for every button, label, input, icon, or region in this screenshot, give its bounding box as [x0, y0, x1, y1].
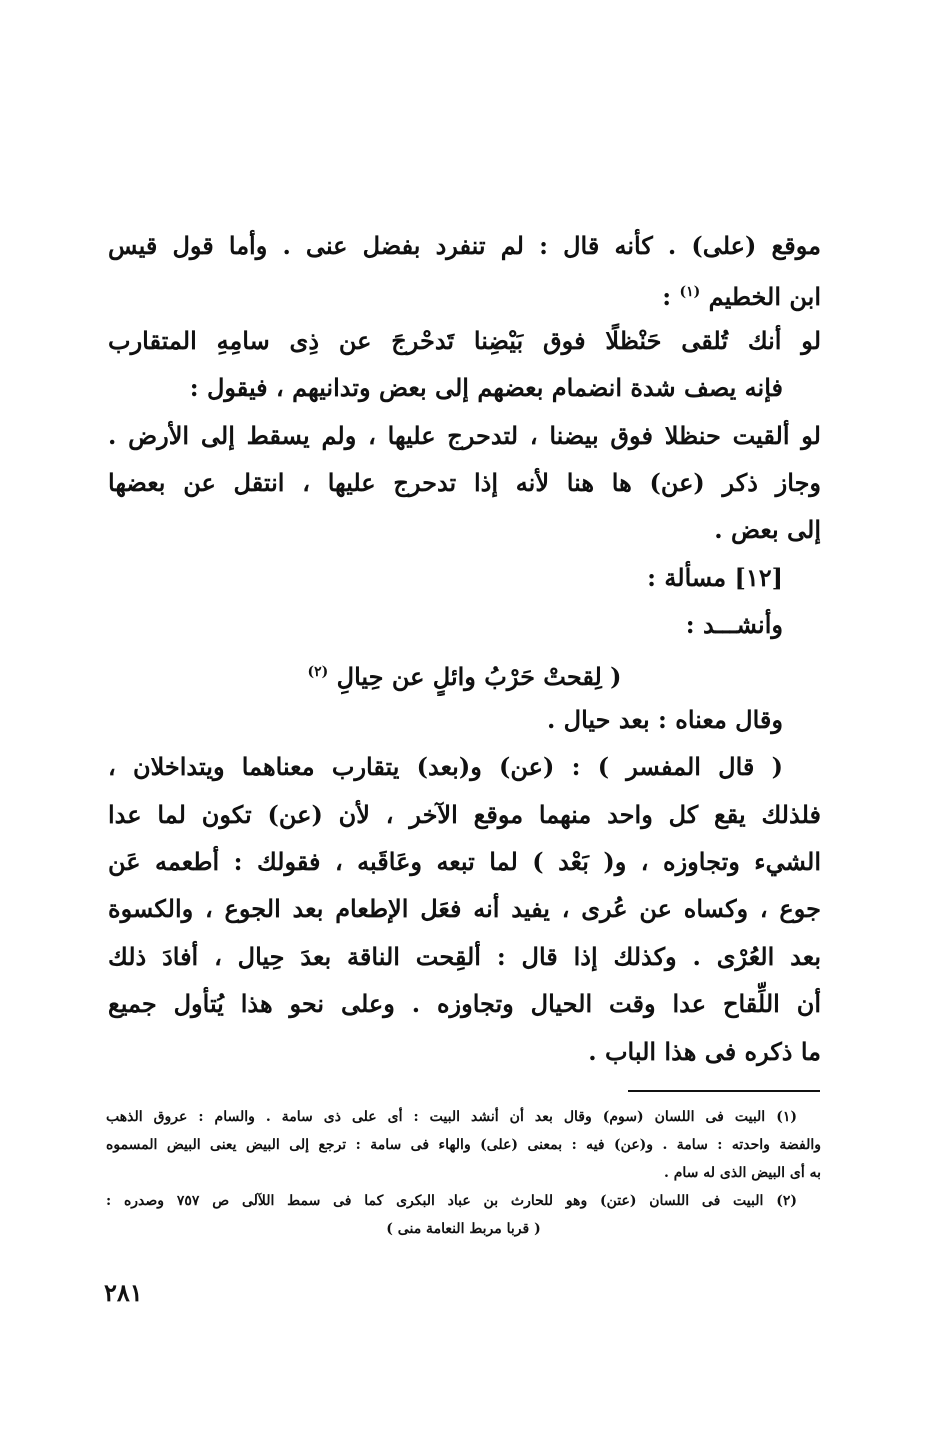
text-line: لو ألقيت حنظلا فوق بيضنا ، لتدحرج عليها ، ولم يسقط إلى الأرض .: [108, 420, 821, 450]
footnote-line: به أى البيض الذى له سام .: [663, 1165, 821, 1181]
footnotes: [106, 1103, 821, 1243]
text-line: وأنشـــد :: [685, 610, 783, 640]
footnote-line: والفضة واحدته : سامة . و(عن) فيه : بمعنى (على) والهاء فى سامة : ترجع إلى البيض يعنى البيض المسموه: [106, 1137, 821, 1153]
main-text: [108, 222, 821, 1075]
text-fragment: :: [662, 282, 672, 312]
text-fragment: ابن الخطيم: [708, 282, 821, 312]
text-line: ( قال المفسر ) : (عن) و(بعد) يتقارب معناهما ويتداخلان ،: [108, 752, 783, 782]
footnote-line: ( قربا مربط النعامة منى ): [386, 1221, 541, 1237]
footnote-ref-2: (٢): [307, 663, 329, 680]
text-line: الشيء وتجاوزه ، و( بَعْد ) لما تبعه وعَاقَبه ، فقولك : أطعمه عَن: [108, 847, 821, 877]
verse-line: لو أنك تُلقى حَنْظلًا فوق بَيْضِنا تَدحْرجَ عن ذِى سامِهِ المتقارب: [108, 325, 821, 355]
footnote-line: (١) البيت فى اللسان (سوم) وقال بعد أن أنشد البيت : أى على ذى سامة . والسام : عروق الذهب: [106, 1109, 797, 1125]
text-line: جوع ، وكساه عن عُرى ، يفيد أنه فعَل الإطعام بعد الجوع ، والكسوة: [108, 894, 821, 924]
footnote-line: (٢) البيت فى اللسان (عتن) وهو للحارث بن عباد البكرى كما فى سمط اللآلى ص ٧٥٧ وصدره :: [106, 1193, 797, 1209]
text-line: [108, 269, 821, 316]
text-line: موقع (على) . كأنه قال : لم تنفرد بفضل عنى . وأما قول قيس: [108, 231, 821, 260]
text-line: بعد العُرْى . وكذلك إذا قال : ألقِحت الناقة بعدَ حِيال ، أفادَ ذلك: [108, 941, 821, 971]
text-line: أن اللِّقاح عدا وقت الحيال وتجاوزه . وعلى نحو هذا يُتأول جميع: [108, 989, 821, 1019]
text-line: وقال معناه : بعد حيال .: [546, 704, 783, 734]
text-line: فإنه يصف شدة انضمام بعضهم إلى بعض وتدانيهم ، فيقول :: [189, 373, 783, 403]
text-line: ما ذكره فى هذا الباب .: [588, 1036, 821, 1066]
verse-line: [108, 649, 821, 696]
footnote-separator: [628, 1090, 820, 1092]
section-heading: [١٢] مسألة :: [647, 562, 783, 592]
text-line: فلذلك يقع كل واحد منهما موقع الآخر ، لأن (عن) تكون لما عدا: [108, 799, 821, 829]
text-line: وجاز ذكر (عن) ها هنا لأنه إذا تدحرج عليها ، انتقل عن بعضها: [108, 467, 821, 497]
text-line: إلى بعض .: [714, 515, 821, 545]
verse-text: ( لِقحتْ حَرْبُ وائلٍ عن حِيالِ: [336, 661, 622, 691]
footnote-ref-1: (١): [679, 284, 701, 301]
page-number: ٢٨١: [104, 1278, 143, 1307]
